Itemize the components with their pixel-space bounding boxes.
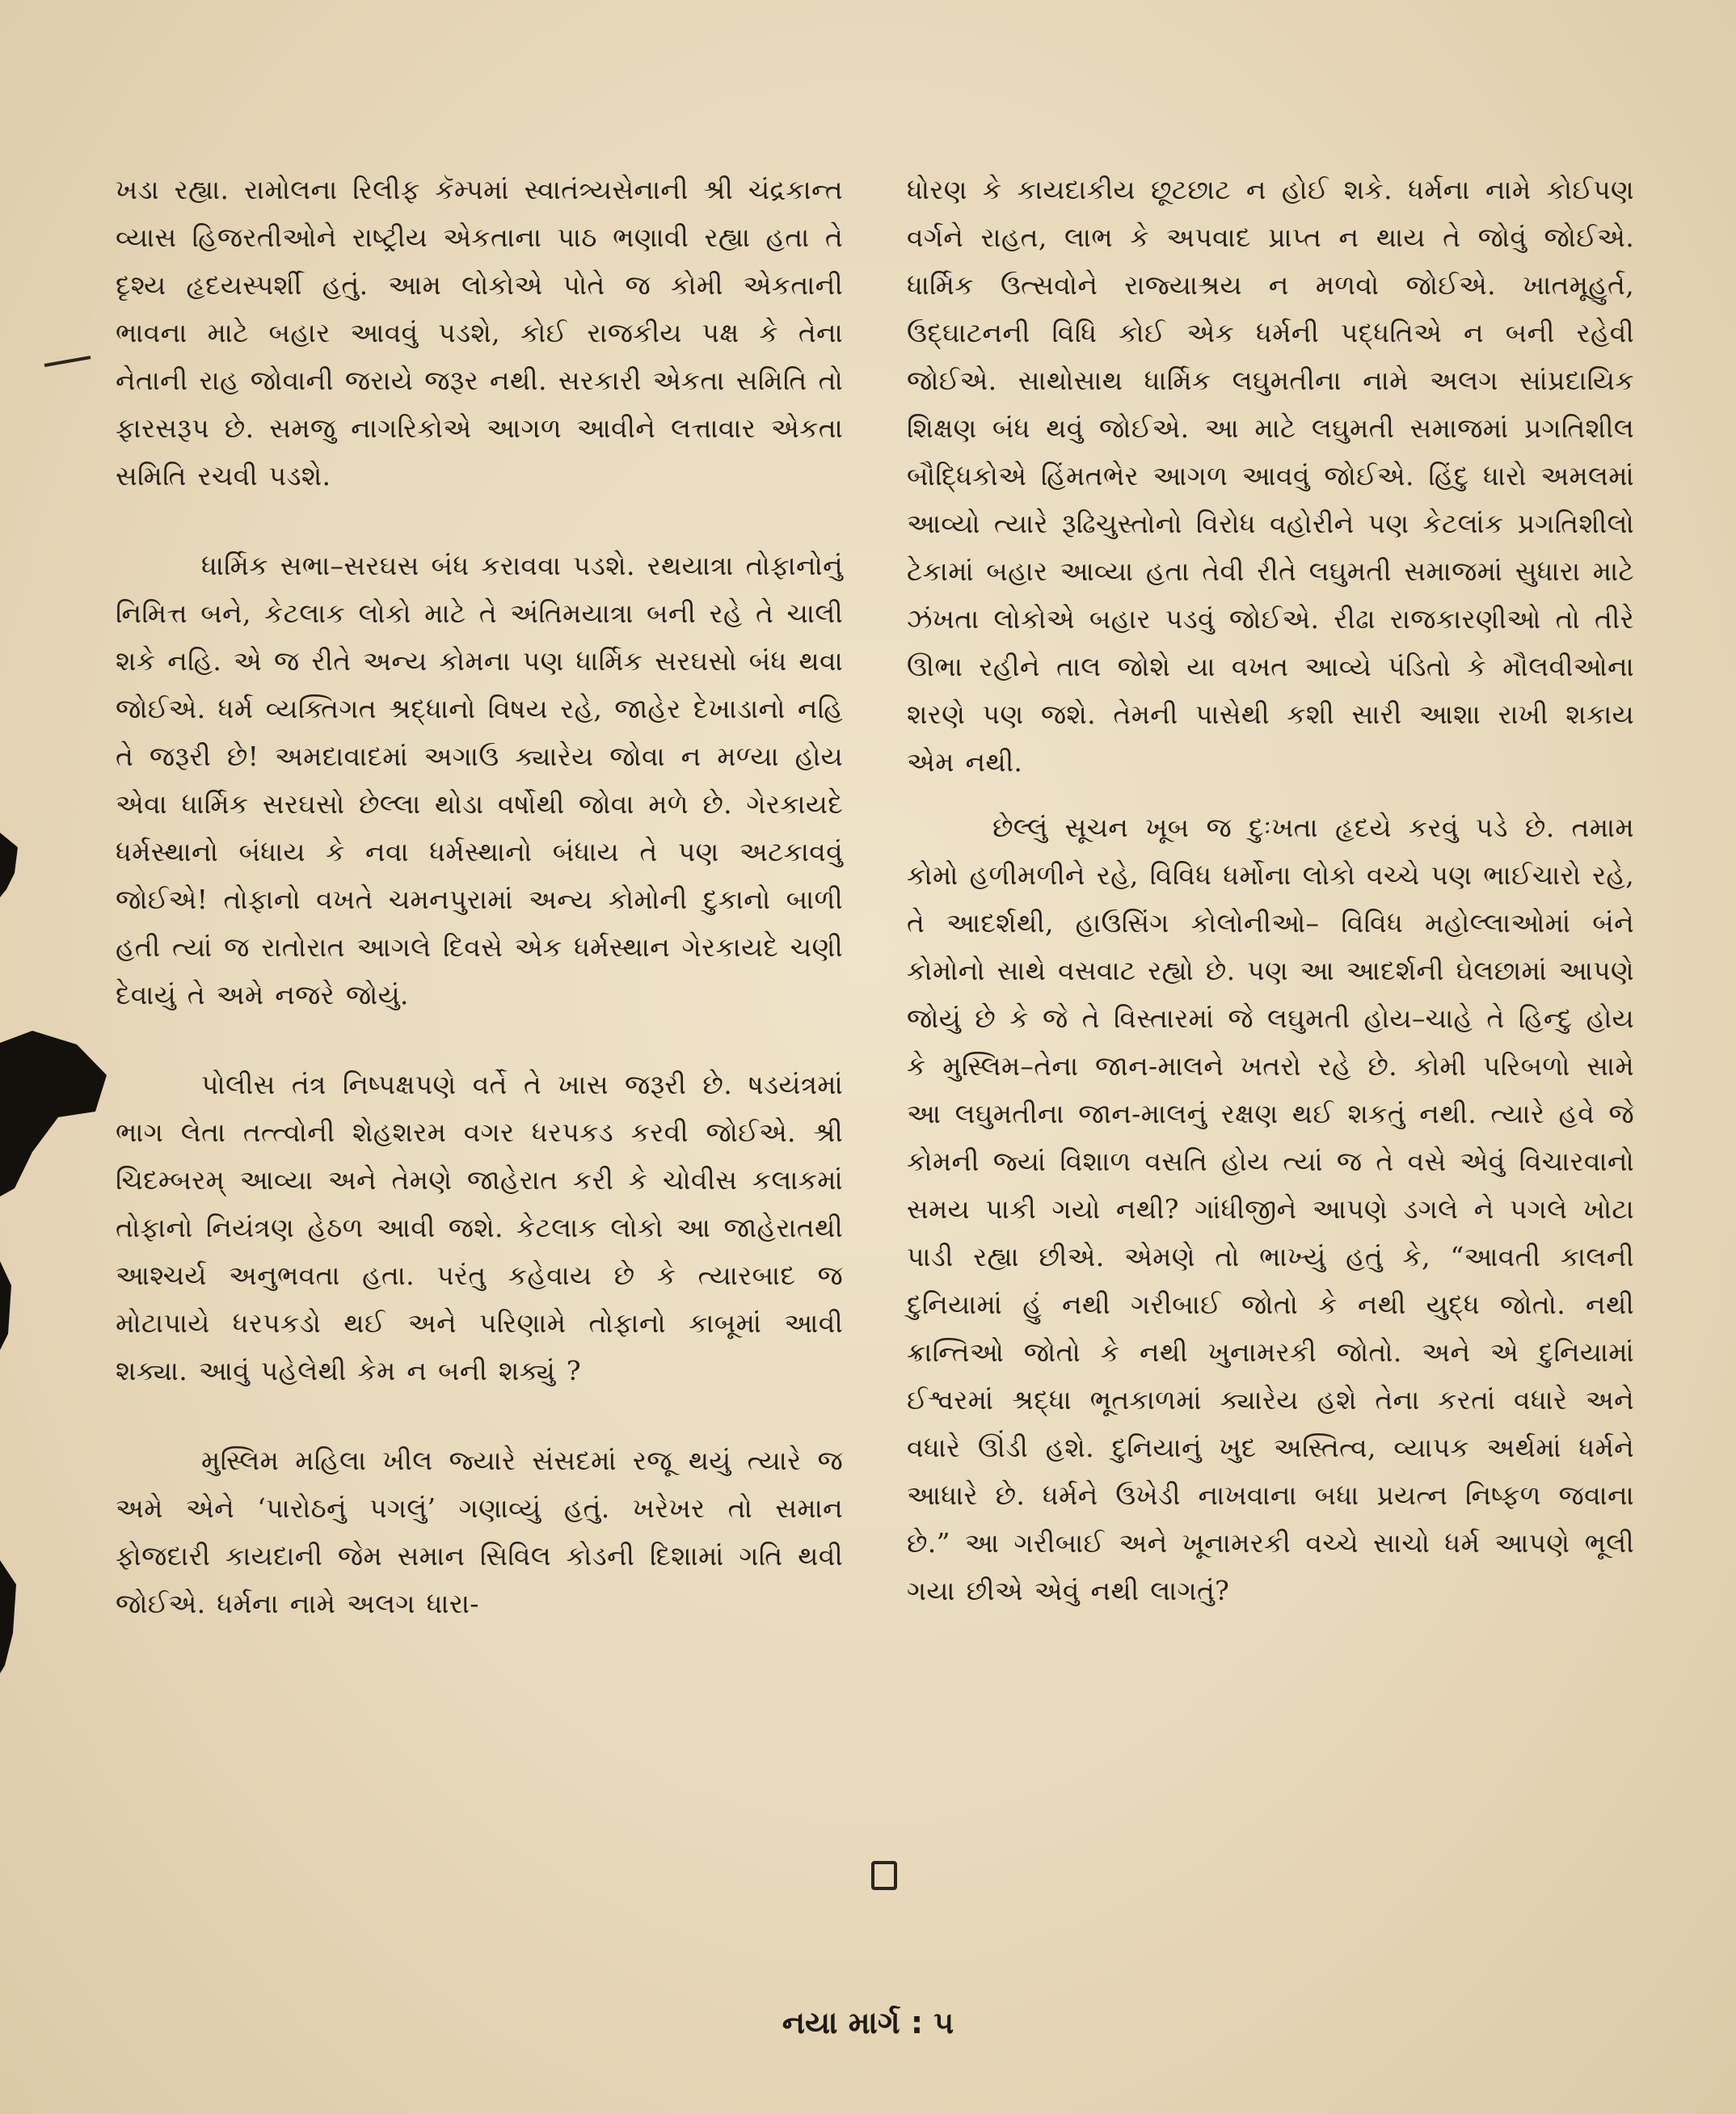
article-paragraph: મુસ્લિમ મહિલા ખીલ જ્યારે સંસદમાં રજૂ થયું ત્યારે જ અમે એને ‘પારોઠનું પગલું’ ગણાવ્યું હતું. ખરેખર તો સમાન ફોજદારી કાયદાની જેમ સમાન સિવિલ કોડની દિશામાં ગતિ થવી જોઈએ. ધર્મના નામે અલગ ધારા- (116, 1445, 843, 1619)
pen-scratch-mark (0, 348, 97, 380)
article-paragraph: ધાર્મિક સભા–સરઘસ બંધ કરાવવા પડશે. રથયાત્રા તોફાનોનું નિમિત્ત બને, કેટલાક લોકો માટે તે અંતિમયાત્રા બની રહે તે ચાલી શકે નહિ. એ જ રીતે અન્ય કોમના પણ ધાર્મિક સરઘસો બંધ થવા જોઈએ. ધર્મ વ્યક્તિગત શ્રદ્ધાનો વિષય રહે, જાહેર દેખાડાનો નહિ તે જરૂરી છે! અમદાવાદમાં અગાઉ ક્યારેય જોવા ન મળ્યા હોય એવા ધાર્મિક સરઘસો છેલ્લા થોડા વર્ષોથી જોવા મળે છે. ગેરકાયદે ધર્મસ્થાનો બંધાય કે નવા ધર્મસ્થાનો બંધાય તે પણ અટકાવવું જોઈએ! તોફાનો વખતે ચમનપુરામાં અન્ય કોમોની દુકાનો બાળી હતી ત્યાં જ રાતોરાત આગલે દિવસે એક ધર્મસ્થાન ગેરકાયદે ચણી દેવાયું તે અમે નજરે જોયું. (116, 550, 843, 1011)
left-column (116, 166, 843, 1627)
article-paragraph: પોલીસ તંત્ર નિષ્પક્ષપણે વર્તે તે ખાસ જરૂરી છે. ષડયંત્રમાં ભાગ લેતા તત્ત્વોની શેહશરમ વગર ધરપકડ કરવી જોઈએ. શ્રી ચિદમ્બરમ્ આવ્યા અને તેમણે જાહેરાત કરી કે ચોવીસ કલાકમાં તોફાનો નિયંત્રણ હેઠળ આવી જશે. કેટલાક લોકો આ જાહેરાતથી આશ્ચર્ય અનુભવતા હતા. પરંતુ કહેવાય છે કે ત્યારબાદ જ મોટાપાયે ધરપકડો થઈ અને પરિણામે તોફાનો કાબૂમાં આવી શક્યા. આવું પહેલેથી કેમ ન બની શક્યું ? (116, 1069, 843, 1386)
article-paragraph: ધોરણ કે કાયદાકીય છૂટછાટ ન હોઈ શકે. ધર્મના નામે કોઈપણ વર્ગને રાહત, લાભ કે અપવાદ પ્રાપ્ત ન થાય તે જોવું જોઈએ. ધાર્મિક ઉત્સવોને રાજ્યાશ્રય ન મળવો જોઈએ. ખાતમૂહુર્ત, ઉદ્ઘાટનની વિધિ કોઈ એક ધર્મની પદ્ધતિએ ન બની રહેવી જોઈએ. સાથોસાથ ધાર્મિક લઘુમતીના નામે અલગ સાંપ્રદાયિક શિક્ષણ બંધ થવું જોઈએ. આ માટે લઘુમતી સમાજમાં પ્રગતિશીલ બૌદ્ધિકોએ હિંમતભેર આગળ આવવું જોઈએ. હિંદુ ધારો અમલમાં આવ્યો ત્યારે રૂઢિચુસ્તોનો વિરોધ વહોરીને પણ કેટલાંક પ્રગતિશીલો ટેકામાં બહાર આવ્યા હતા તેવી રીતે લઘુમતી સમાજમાં સુધારા માટે ઝંખતા લોકોએ બહાર પડવું જોઈએ. રીઢા રાજકારણીઓ તો તીરે ઊભા રહીને તાલ જોશે યા વખત આવ્યે પંડિતો કે મૌલવીઓના શરણે પણ જશે. તેમની પાસેથી કશી સારી આશા રાખી શકાય એમ નથી. (907, 174, 1634, 778)
torn-edge-mark (0, 833, 121, 1681)
end-of-article-square-icon (871, 1861, 897, 1890)
article-paragraph: ખડા રહ્યા. રામોલના રિલીફ કૅમ્પમાં સ્વાતંત્ર્યસેનાની શ્રી ચંદ્રકાન્ત વ્યાસ હિજરતીઓને રાષ્ટ્રીય એકતાના પાઠ ભણાવી રહ્યા હતા તે દૃશ્ય હૃદયસ્પર્શી હતું. આમ લોકોએ પોતે જ કોમી એકતાની ભાવના માટે બહાર આવવું પડશે, કોઈ રાજકીય પક્ષ કે તેના નેતાની રાહ જોવાની જરાયે જરૂર નથી. સરકારી એકતા સમિતિ તો ફારસરૂપ છે. સમજુ નાગરિકોએ આગળ આવીને લત્તાવાર એકતા સમિતિ રચવી પડશે. (116, 174, 843, 492)
article-paragraph: છેલ્લું સૂચન ખૂબ જ દુઃખતા હૃદયે કરવું પડે છે. તમામ કોમો હળીમળીને રહે, વિવિધ ધર્મોના લોકો વચ્ચે પણ ભાઈચારો રહે, તે આદર્શથી, હાઉસિંગ કોલોનીઓ– વિવિધ મહોલ્લાઓમાં બંને કોમોનો સાથે વસવાટ રહ્યો છે. પણ આ આદર્શની ઘેલછામાં આપણે જોયું છે કે જે તે વિસ્તારમાં જે લઘુમતી હોય–ચાહે તે હિન્દુ હોય કે મુસ્લિમ–તેના જાન-માલને ખતરો રહે છે. કોમી પરિબળો સામે આ લઘુમતીના જાન-માલનું રક્ષણ થઈ શકતું નથી. ત્યારે હવે જે કોમની જ્યાં વિશાળ વસતિ હોય ત્યાં જ તે વસે એવું વિચારવાનો સમય પાકી ગયો નથી? ગાંધીજીને આપણે ડગલે ને પગલે ખોટા પાડી રહ્યા છીએ. એમણે તો ભાખ્યું હતું કે, “આવતી કાલની દુનિયામાં હું નથી ગરીબાઈ જોતો કે નથી યુદ્ધ જોતો. નથી ક્રાન્તિઓ જોતો કે નથી ખુનામરકી જોતો. અને એ દુનિયામાં ઈશ્વરમાં શ્રદ્ધા ભૂતકાળમાં ક્યારેય હશે તેના કરતાં વધારે અને વધારે ઊંડી હશે. દુનિયાનું ખુદ અસ્તિત્વ, વ્યાપક અર્થમાં ધર્મને આધારે છે. ધર્મને ઉખેડી નાખવાના બધા પ્રયત્ન નિષ્ફળ જવાના છે.” આ ગરીબાઈ અને ખૂનામરકી વચ્ચે સાચો ધર્મ આપણે ભૂલી ગયા છીએ એવું નથી લાગતું? (907, 812, 1634, 1606)
right-column (907, 166, 1634, 1614)
page-footer: નયા માર્ગ : ૫ (782, 2005, 954, 2040)
